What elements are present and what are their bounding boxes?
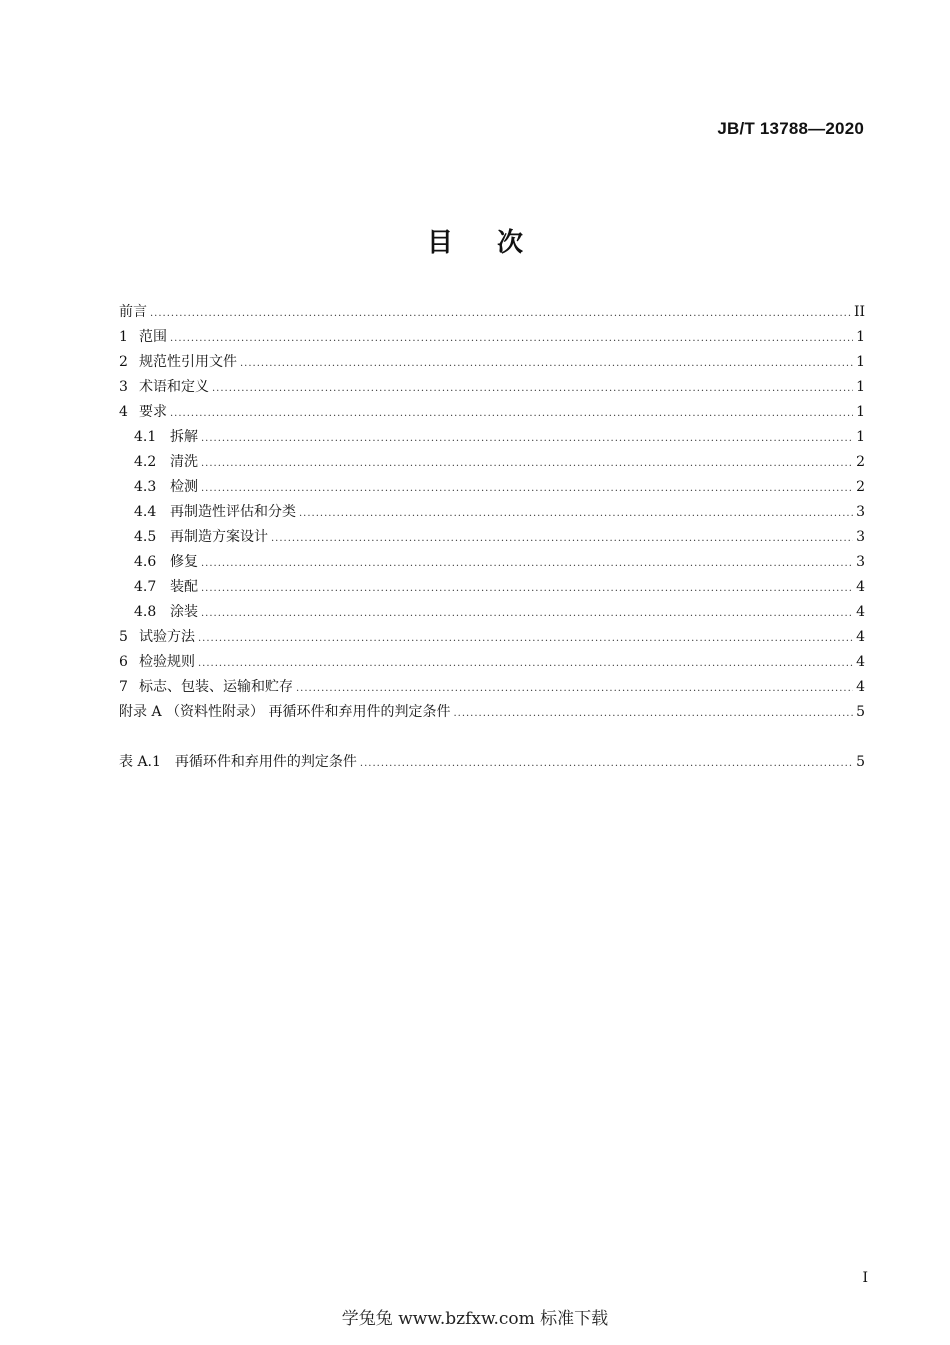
toc-label: 检验规则: [139, 654, 195, 670]
toc-label: 再制造性评估和分类: [170, 504, 296, 520]
toc-page: 4: [856, 629, 865, 645]
toc-leader: [201, 576, 853, 601]
toc-number: 7: [119, 679, 128, 695]
toc-leader: [201, 601, 853, 626]
toc-label: 检测: [170, 479, 198, 495]
toc-page: 2: [856, 454, 865, 470]
toc-label: 范围: [139, 329, 167, 345]
toc-number: 4.7: [134, 579, 157, 595]
toc-leader: [198, 651, 853, 676]
toc-label: 拆解: [170, 429, 198, 445]
toc-label: 再制造方案设计: [170, 529, 268, 545]
toc-entry-annex-a[interactable]: [119, 700, 865, 725]
toc-leader: [453, 701, 853, 726]
toc-entry-4-6[interactable]: [119, 550, 865, 575]
toc-entry-3[interactable]: [119, 375, 865, 400]
toc-page: 4: [856, 654, 865, 670]
toc-number: 4: [119, 404, 128, 420]
toc-label: 清洗: [170, 454, 198, 470]
toc-entry-table-a1[interactable]: [119, 750, 865, 775]
toc-leader: [360, 751, 853, 776]
toc-page: 5: [856, 754, 865, 770]
toc-leader: [170, 401, 853, 426]
toc-label: 标志、包装、运输和贮存: [139, 679, 293, 695]
toc-page: 1: [856, 379, 865, 395]
toc-leader: [299, 501, 853, 526]
toc-label: 装配: [170, 579, 198, 595]
toc-entry-4-8[interactable]: [119, 600, 865, 625]
toc-page: II: [853, 304, 865, 320]
standard-code: JB/T 13788—2020: [717, 119, 864, 138]
toc-leader: [170, 326, 853, 351]
toc-leader: [296, 676, 853, 701]
toc-leader: [201, 551, 853, 576]
toc-page: 2: [856, 479, 865, 495]
toc-leader: [150, 301, 851, 326]
toc-entry-5[interactable]: [119, 625, 865, 650]
toc-number: 4.8: [134, 604, 157, 620]
toc-leader: [201, 426, 853, 451]
toc-entry-4-5[interactable]: [119, 525, 865, 550]
toc-page: 1: [856, 354, 865, 370]
toc-leader: [201, 451, 853, 476]
page-title: 目次: [426, 228, 567, 258]
toc-leader: [271, 526, 853, 551]
toc-page: 1: [856, 429, 865, 445]
toc-page: 5: [856, 704, 865, 720]
toc-leader: [212, 376, 853, 401]
toc-label: 附录 A （资料性附录） 再循环件和弃用件的判定条件: [119, 704, 451, 720]
toc-entry-4-1[interactable]: [119, 425, 865, 450]
page-number: I: [862, 1270, 868, 1286]
toc-entry-foreword[interactable]: [119, 300, 865, 325]
toc-number: 3: [119, 379, 128, 395]
table-of-contents: [119, 300, 865, 775]
toc-number: 4.6: [134, 554, 157, 570]
toc-entry-4-4[interactable]: [119, 500, 865, 525]
toc-entry-4-7[interactable]: [119, 575, 865, 600]
toc-label: 试验方法: [139, 629, 195, 645]
toc-entry-6[interactable]: [119, 650, 865, 675]
toc-page: 1: [856, 404, 865, 420]
toc-entry-2[interactable]: [119, 350, 865, 375]
toc-entry-4-3[interactable]: [119, 475, 865, 500]
toc-number: 6: [119, 654, 128, 670]
toc-label: 规范性引用文件: [139, 354, 237, 370]
toc-page: 3: [856, 529, 865, 545]
toc-entry-4-2[interactable]: [119, 450, 865, 475]
toc-entry-7[interactable]: [119, 675, 865, 700]
toc-entry-1[interactable]: [119, 325, 865, 350]
toc-number: 4.1: [134, 429, 157, 445]
toc-page: 1: [856, 329, 865, 345]
toc-leader: [201, 476, 853, 501]
toc-page: 3: [856, 554, 865, 570]
toc-leader: [240, 351, 853, 376]
toc-number: 4.2: [134, 454, 157, 470]
toc-page: 3: [856, 504, 865, 520]
toc-label: 涂装: [170, 604, 198, 620]
toc-page: 4: [856, 679, 865, 695]
toc-leader: [198, 626, 853, 651]
toc-label: 前言: [119, 304, 147, 320]
toc-number: 4.3: [134, 479, 157, 495]
toc-number: 4.5: [134, 529, 157, 545]
toc-label: 表 A.1 再循环件和弃用件的判定条件: [119, 754, 357, 770]
toc-label: 修复: [170, 554, 198, 570]
toc-number: 2: [119, 354, 128, 370]
toc-number: 4.4: [134, 504, 157, 520]
toc-page: 4: [856, 579, 865, 595]
toc-number: 1: [119, 329, 128, 345]
toc-label: 术语和定义: [139, 379, 209, 395]
toc-page: 4: [856, 604, 865, 620]
toc-entry-4[interactable]: [119, 400, 865, 425]
toc-number: 5: [119, 629, 128, 645]
site-watermark: 学兔兔 www.bzfxw.com 标准下载: [341, 1309, 609, 1329]
toc-label: 要求: [139, 404, 167, 420]
